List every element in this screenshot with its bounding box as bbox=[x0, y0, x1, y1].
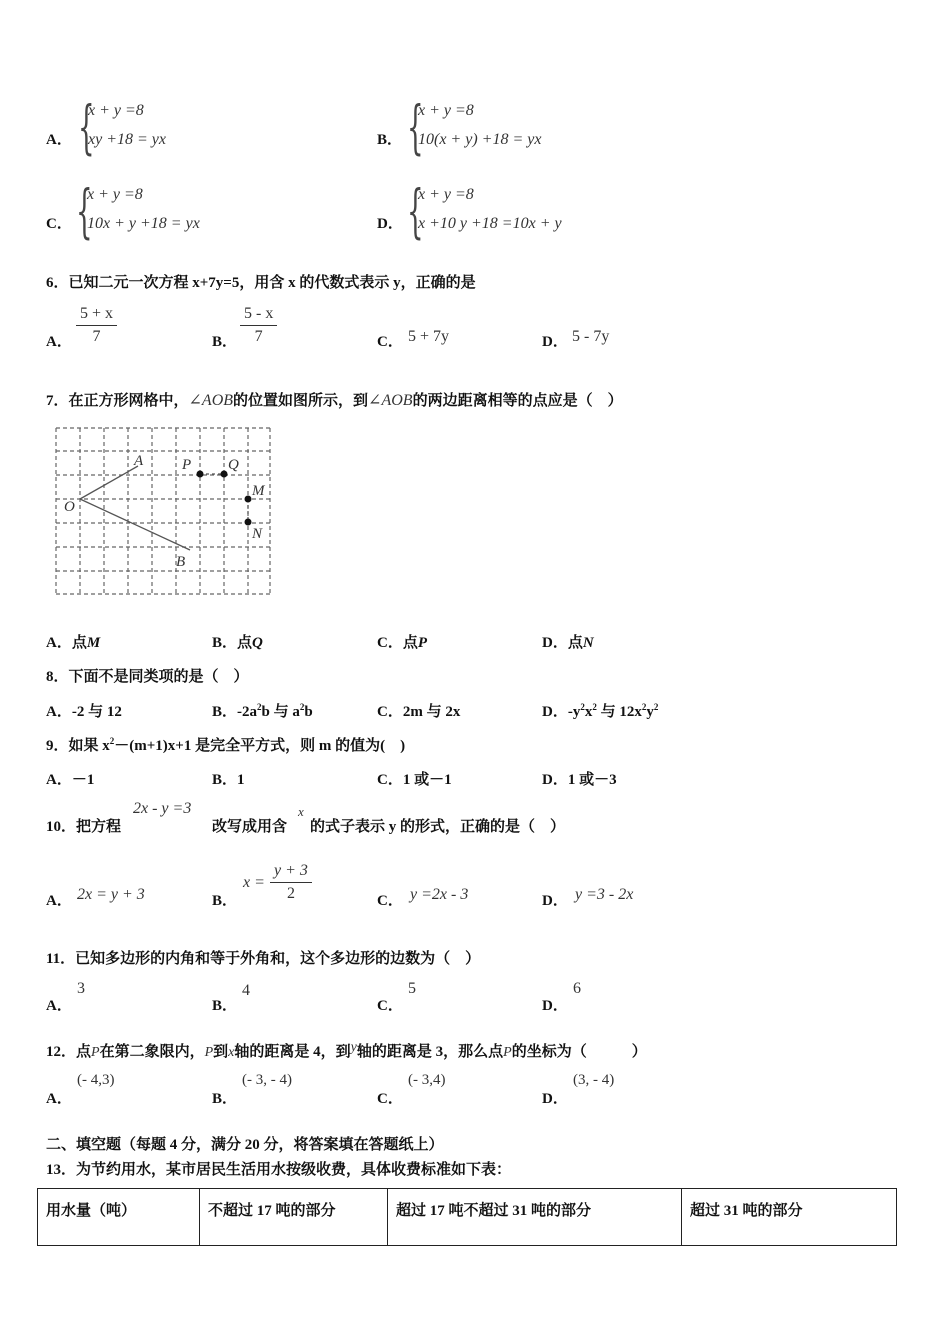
brace-icon: { bbox=[407, 93, 424, 161]
q10-option-b-label: B． bbox=[212, 893, 238, 909]
table-row bbox=[38, 1189, 897, 1246]
q10-var: x bbox=[298, 804, 304, 819]
q10-option-d-label: D． bbox=[542, 893, 568, 909]
q11-option-b-value: 4 bbox=[242, 982, 250, 999]
equation: x +10 y +18 =10x + y bbox=[418, 215, 562, 232]
option-label: B． bbox=[377, 132, 403, 148]
equation: xy +18 = yx bbox=[88, 131, 166, 148]
q12-option-d-value: (3, - 4) bbox=[573, 1072, 615, 1088]
equation: 10x + y +18 = yx bbox=[87, 215, 200, 232]
equation: x + y =8 bbox=[87, 186, 143, 203]
q12-option-c-value: (- 3,4) bbox=[408, 1072, 446, 1088]
label-m: M bbox=[252, 483, 265, 499]
q8-option-d: D．$-y^2x^2$ 与 $12x^2y^2$ bbox=[542, 702, 659, 720]
q9-option-b: B．1 bbox=[212, 772, 245, 788]
label-b: B bbox=[176, 554, 186, 570]
q8-option-b: B．$-2a^2b$ 与 $a^2b$ bbox=[212, 702, 313, 720]
q8-option-a: A．-2 与 12 bbox=[46, 704, 122, 720]
table-cell: 用水量（吨） bbox=[38, 1189, 200, 1246]
q6-option-b-fraction: $\frac{5 - x}{7}$ bbox=[240, 305, 277, 346]
q10-option-b-fraction: $\frac{y + 3}{2}$ bbox=[270, 862, 312, 903]
brace-icon: { bbox=[76, 177, 93, 245]
q6-option-d-expr: 5 - 7y bbox=[572, 328, 610, 345]
table-cell: 不超过 17 吨的部分 bbox=[200, 1189, 388, 1246]
q7-stem: 7．在正方形网格中，∠AOB的位置如图所示，到∠AOB的两边距离相等的点应是（ ） bbox=[46, 392, 623, 409]
q9-option-a: A．－1 bbox=[46, 772, 95, 788]
q11-stem: 11．已知多边形的内角和等于外角和，这个多边形的边数为（ ） bbox=[46, 951, 481, 967]
q11-option-c-label: C． bbox=[377, 998, 403, 1014]
label-o: O bbox=[64, 499, 75, 515]
q9-option-c: C．1 或－1 bbox=[377, 772, 452, 788]
q12-option-d-label: D． bbox=[542, 1091, 568, 1107]
option-label: A． bbox=[46, 132, 72, 148]
q13-stem: 13．为节约用水，某市居民生活用水按级收费，具体收费标准如下表： bbox=[46, 1162, 512, 1178]
q8-option-c: C．2m 与 2x bbox=[377, 704, 461, 720]
grid-figure bbox=[52, 424, 276, 600]
brace-icon: { bbox=[78, 93, 95, 161]
label-n: N bbox=[252, 526, 263, 542]
q9-option-d: D．1 或－3 bbox=[542, 772, 617, 788]
ray-ob bbox=[80, 499, 190, 550]
q9-stem: 9．如果 $x^2-(m+1)x+1$ 是完全平方式，则 m 的值为( ) bbox=[46, 736, 406, 754]
q10-option-a-expr: 2x = y + 3 bbox=[77, 886, 145, 903]
q7-option-b: B．点Q bbox=[212, 635, 263, 651]
section-heading: 二、填空题（每题 4 分，满分 20 分，将答案填在答题纸上） bbox=[46, 1137, 444, 1153]
q12-option-a-label: A． bbox=[46, 1091, 72, 1107]
equation: 10(x + y) +18 = yx bbox=[418, 131, 542, 148]
label-q: Q bbox=[228, 457, 239, 473]
q11-option-a-value: 3 bbox=[77, 980, 85, 997]
point-n bbox=[245, 519, 252, 526]
q11-option-c-value: 5 bbox=[408, 980, 416, 997]
q12-option-b-value: (- 3, - 4) bbox=[242, 1072, 292, 1088]
q7-option-c: C．点P bbox=[377, 635, 428, 651]
q6-option-c-expr: 5 + 7y bbox=[408, 328, 450, 345]
q6-stem: 6．已知二元一次方程 x+7y=5，用含 x 的代数式表示 y，正确的是 bbox=[46, 275, 476, 291]
q6-option-c-label: C． bbox=[377, 334, 403, 350]
q12-option-b-label: B． bbox=[212, 1091, 238, 1107]
q8-stem: 8．下面不是同类项的是（ ） bbox=[46, 669, 249, 685]
q12-option-c-label: C． bbox=[377, 1091, 403, 1107]
point-q bbox=[221, 471, 228, 478]
equation: x + y =8 bbox=[418, 102, 474, 119]
q10-stem-c: 的式子表示 y 的形式，正确的是（ ） bbox=[310, 819, 566, 835]
q10-option-a-label: A． bbox=[46, 893, 72, 909]
label-a: A bbox=[134, 453, 144, 469]
q6-option-a-label: A． bbox=[46, 334, 72, 350]
q12-option-a-value: (- 4,3) bbox=[77, 1072, 115, 1088]
q7-option-a: A．点M bbox=[46, 635, 101, 651]
q11-option-d-value: 6 bbox=[573, 980, 581, 997]
q10-option-b-lhs: x = bbox=[243, 874, 265, 891]
table-cell: 超过 31 吨的部分 bbox=[682, 1189, 897, 1246]
q11-option-d-label: D． bbox=[542, 998, 568, 1014]
equation: x + y =8 bbox=[88, 102, 144, 119]
label-p: P bbox=[182, 457, 192, 473]
brace-icon: { bbox=[407, 177, 424, 245]
table-cell: 超过 17 吨不超过 31 吨的部分 bbox=[388, 1189, 682, 1246]
q11-option-a-label: A． bbox=[46, 998, 72, 1014]
q10-equation: 2x - y =3 bbox=[133, 800, 192, 817]
q10-stem-a: 10．把方程 bbox=[46, 819, 122, 835]
q10-option-c-expr: y =2x - 3 bbox=[410, 886, 469, 903]
equation: x + y =8 bbox=[418, 186, 474, 203]
point-p bbox=[197, 471, 204, 478]
q10-option-d-expr: y =3 - 2x bbox=[575, 886, 634, 903]
q10-stem-b: 改写成用含 bbox=[212, 819, 288, 835]
q12-stem: 12．点P在第二象限内，P到x轴的距离是 4，到y轴的距离是 3，那么点P的坐标为（ ） bbox=[46, 1040, 647, 1060]
q10-option-c-label: C． bbox=[377, 893, 403, 909]
option-label: C． bbox=[46, 216, 72, 232]
q6-option-a-fraction: $\frac{5 + x}{7}$ bbox=[76, 305, 117, 346]
q7-option-d: D．点N bbox=[542, 635, 594, 651]
point-m bbox=[245, 496, 252, 503]
q6-option-d-label: D． bbox=[542, 334, 568, 350]
q6-option-b-label: B． bbox=[212, 334, 238, 350]
q11-option-b-label: B． bbox=[212, 998, 238, 1014]
option-label: D． bbox=[377, 216, 403, 232]
fee-table bbox=[37, 1188, 897, 1246]
ray-oa bbox=[80, 466, 138, 499]
